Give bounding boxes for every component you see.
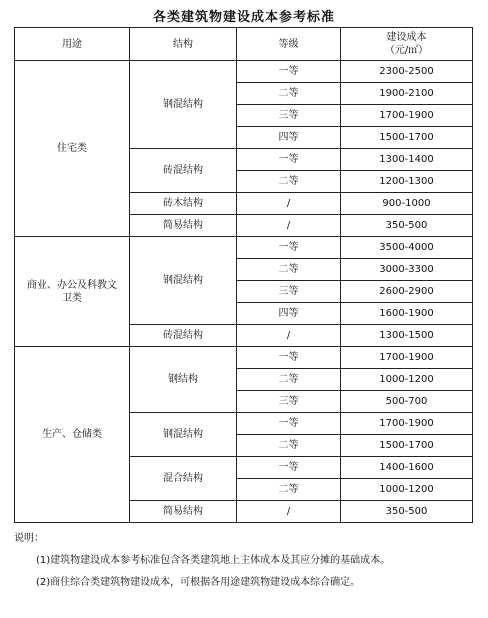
structure-cell: 砖混结构 xyxy=(130,149,237,193)
grade-cell: 二等 xyxy=(237,83,341,105)
grade-cell: / xyxy=(237,215,341,237)
use-cell: 商业、办公及科教文卫类 xyxy=(15,237,130,347)
grade-cell: / xyxy=(237,193,341,215)
cost-cell: 350-500 xyxy=(341,215,473,237)
notes xyxy=(14,531,474,591)
header-row xyxy=(15,28,473,61)
table-row xyxy=(15,61,473,83)
cost-cell: 2600-2900 xyxy=(341,281,473,303)
use-cell: 生产、仓储类 xyxy=(15,347,130,523)
cost-cell: 1200-1300 xyxy=(341,171,473,193)
table-row xyxy=(15,347,473,369)
cost-cell: 1500-1700 xyxy=(341,435,473,457)
page-title: 各类建筑物建设成本参考标准 xyxy=(152,10,335,25)
cost-cell: 900-1000 xyxy=(341,193,473,215)
note-item-1: (1)建筑物建设成本参考标准包含各类建筑地上主体成本及其应分摊的基础成本。 xyxy=(36,555,391,566)
structure-cell: 砖木结构 xyxy=(130,193,237,215)
header-cost-line2: （元/㎡） xyxy=(384,45,429,56)
cost-cell: 1500-1700 xyxy=(341,127,473,149)
cost-cell: 2300-2500 xyxy=(341,61,473,83)
header-cost xyxy=(341,28,473,61)
grade-cell: 一等 xyxy=(237,61,341,83)
grade-cell: 二等 xyxy=(237,435,341,457)
use-cell: 住宅类 xyxy=(15,61,130,237)
grade-cell: 一等 xyxy=(237,413,341,435)
grade-cell: 一等 xyxy=(237,149,341,171)
header-grade: 等级 xyxy=(237,28,341,61)
notes-heading: 说明： xyxy=(14,533,44,544)
grade-cell: 一等 xyxy=(237,457,341,479)
grade-cell: 三等 xyxy=(237,281,341,303)
grade-cell: 四等 xyxy=(237,303,341,325)
table-body xyxy=(15,61,473,523)
cost-cell: 1700-1900 xyxy=(341,347,473,369)
cost-cell: 1700-1900 xyxy=(341,413,473,435)
cost-cell: 350-500 xyxy=(341,501,473,523)
cost-cell: 1300-1400 xyxy=(341,149,473,171)
structure-cell: 钢混结构 xyxy=(130,61,237,149)
grade-cell: 一等 xyxy=(237,347,341,369)
grade-cell: / xyxy=(237,501,341,523)
cost-cell: 3000-3300 xyxy=(341,259,473,281)
header-cost-line1: 建设成本 xyxy=(386,32,427,43)
grade-cell: / xyxy=(237,325,341,347)
grade-cell: 二等 xyxy=(237,259,341,281)
grade-cell: 四等 xyxy=(237,127,341,149)
grade-cell: 三等 xyxy=(237,391,341,413)
grade-cell: 三等 xyxy=(237,105,341,127)
cost-cell: 1900-2100 xyxy=(341,83,473,105)
cost-cell: 1600-1900 xyxy=(341,303,473,325)
cost-cell: 1000-1200 xyxy=(341,369,473,391)
cost-cell: 3500-4000 xyxy=(341,237,473,259)
cost-cell: 1400-1600 xyxy=(341,457,473,479)
structure-cell: 钢混结构 xyxy=(130,413,237,457)
header-use: 用途 xyxy=(15,28,130,61)
grade-cell: 二等 xyxy=(237,171,341,193)
table-row xyxy=(15,237,473,259)
structure-cell: 钢结构 xyxy=(130,347,237,413)
cost-cell: 1700-1900 xyxy=(341,105,473,127)
cost-cell: 500-700 xyxy=(341,391,473,413)
structure-cell: 混合结构 xyxy=(130,457,237,501)
structure-cell: 简易结构 xyxy=(130,501,237,523)
cost-table xyxy=(14,27,473,523)
grade-cell: 一等 xyxy=(237,237,341,259)
structure-cell: 简易结构 xyxy=(130,215,237,237)
structure-cell: 砖混结构 xyxy=(130,325,237,347)
note-item-2: (2)商住综合类建筑物建设成本，可根据各用途建筑物建设成本综合确定。 xyxy=(36,577,361,588)
header-structure: 结构 xyxy=(130,28,237,61)
cost-cell: 1300-1500 xyxy=(341,325,473,347)
cost-cell: 1000-1200 xyxy=(341,479,473,501)
grade-cell: 二等 xyxy=(237,479,341,501)
grade-cell: 二等 xyxy=(237,369,341,391)
structure-cell: 钢混结构 xyxy=(130,237,237,325)
